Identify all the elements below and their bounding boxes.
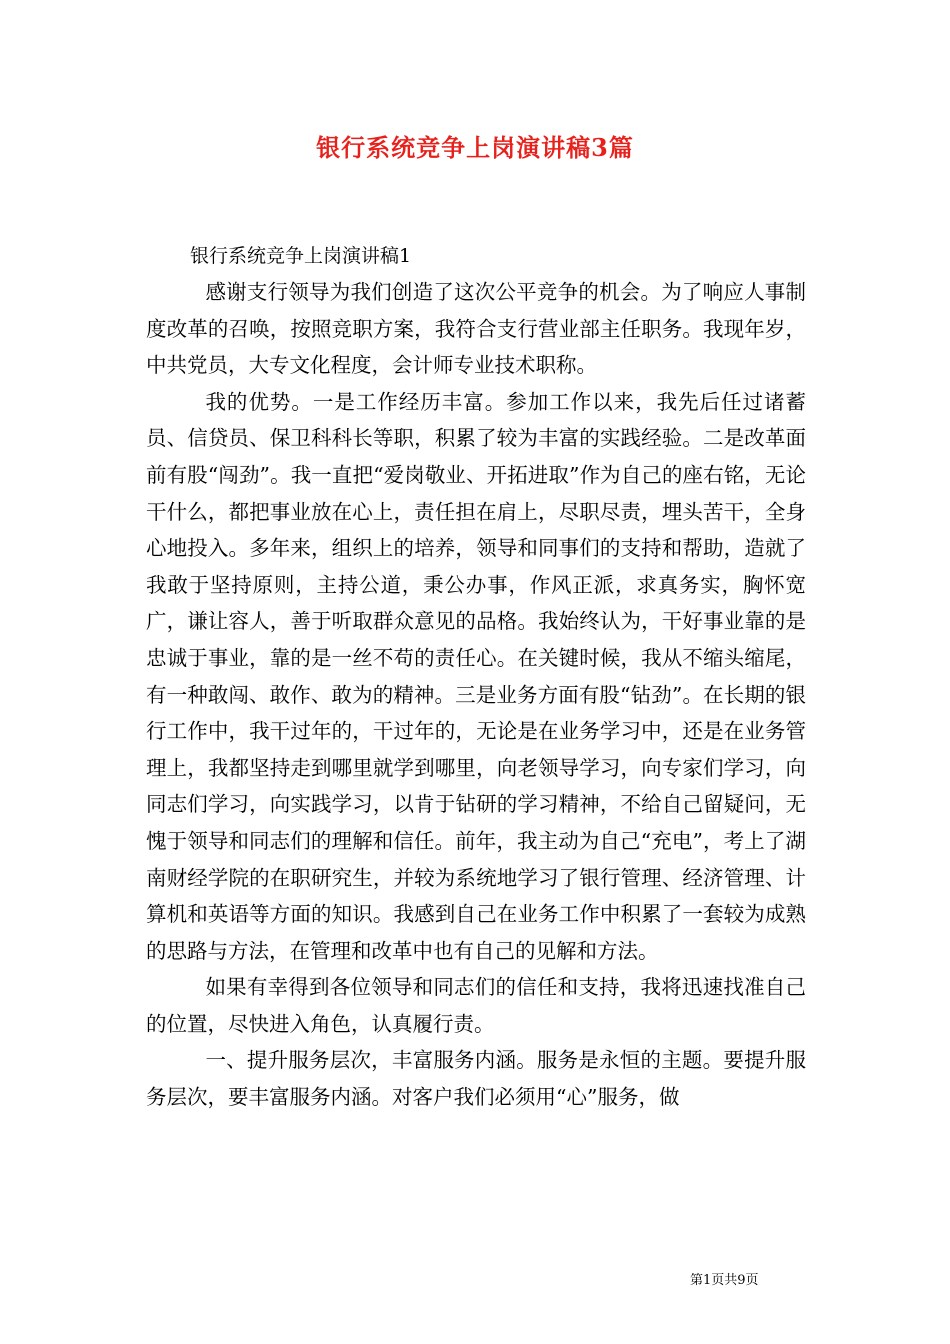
paragraph-advantages: 我的优势。一是工作经历丰富。参加工作以来，我先后任过诸蓄员、信贷员、保卫科科长等职，积累了较为丰富的实践经验。二是改革面前有股“闯劲”。我一直把“爱岗敬业、开拓进取”作为自己的座右铭，无论干什么，都把事业放在心上，责任担在肩上，尽职尽责，埋头苦干，全身心地投入。多年来，组织上的培养，领导和同事们的支持和帮助，造就了我敢于坚持原则，主持公道，秉公办事，作风正派，求真务实，胸怀宽广，谦让容人，善于听取群众意见的品格。我始终认为，干好事业靠的是忠诚于事业，靠的是一丝不苟的责任心。在关键时候，我从不缩头缩尾，有一种敢闯、敢作、敢为的精神。三是业务方面有股“钻劲”。在长期的银行工作中，我干过年的，干过年的，无论是在业务学习中，还是在业务管理上，我都坚持走到哪里就学到哪里，向老领导学习，向专家们学习，向同志们学习，向实践学习，以肯于钻研的学习精神，不给自己留疑问，无愧于领导和同志们的理解和信任。前年，我主动为自己“充电”，考上了湖南财经学院的在职研究生，并较为系统地学习了银行管理、经济管理、计算机和英语等方面的知识。我感到自己在业务工作中积累了一套较为成熟的思路与方法，在管理和改革中也有自己的见解和方法。 (146, 389, 806, 963)
document-title: 银行系统竞争上岗演讲稿3篇 (316, 133, 634, 162)
page-number-footer: 第1页共9页 (690, 1273, 759, 1288)
paragraph-intro: 感谢支行领导为我们创造了这次公平竞争的机会。为了响应人事制度改革的召唤，按照竞职方案，我符合支行营业部主任职务。我现年岁，中共党员，大专文化程度，会计师专业技术职称。 (146, 280, 806, 378)
document-body (146, 238, 806, 1116)
paragraph-commitment: 如果有幸得到各位领导和同志们的信任和支持，我将迅速找准自己的位置，尽快进入角色，认真履行责。 (146, 975, 806, 1036)
paragraph-service: 一、提升服务层次，丰富服务内涵。服务是永恒的主题。要提升服务层次，要丰富服务内涵。对客户我们必须用“心”服务，做 (146, 1048, 806, 1110)
section-heading: 银行系统竞争上岗演讲稿1 (190, 245, 412, 267)
